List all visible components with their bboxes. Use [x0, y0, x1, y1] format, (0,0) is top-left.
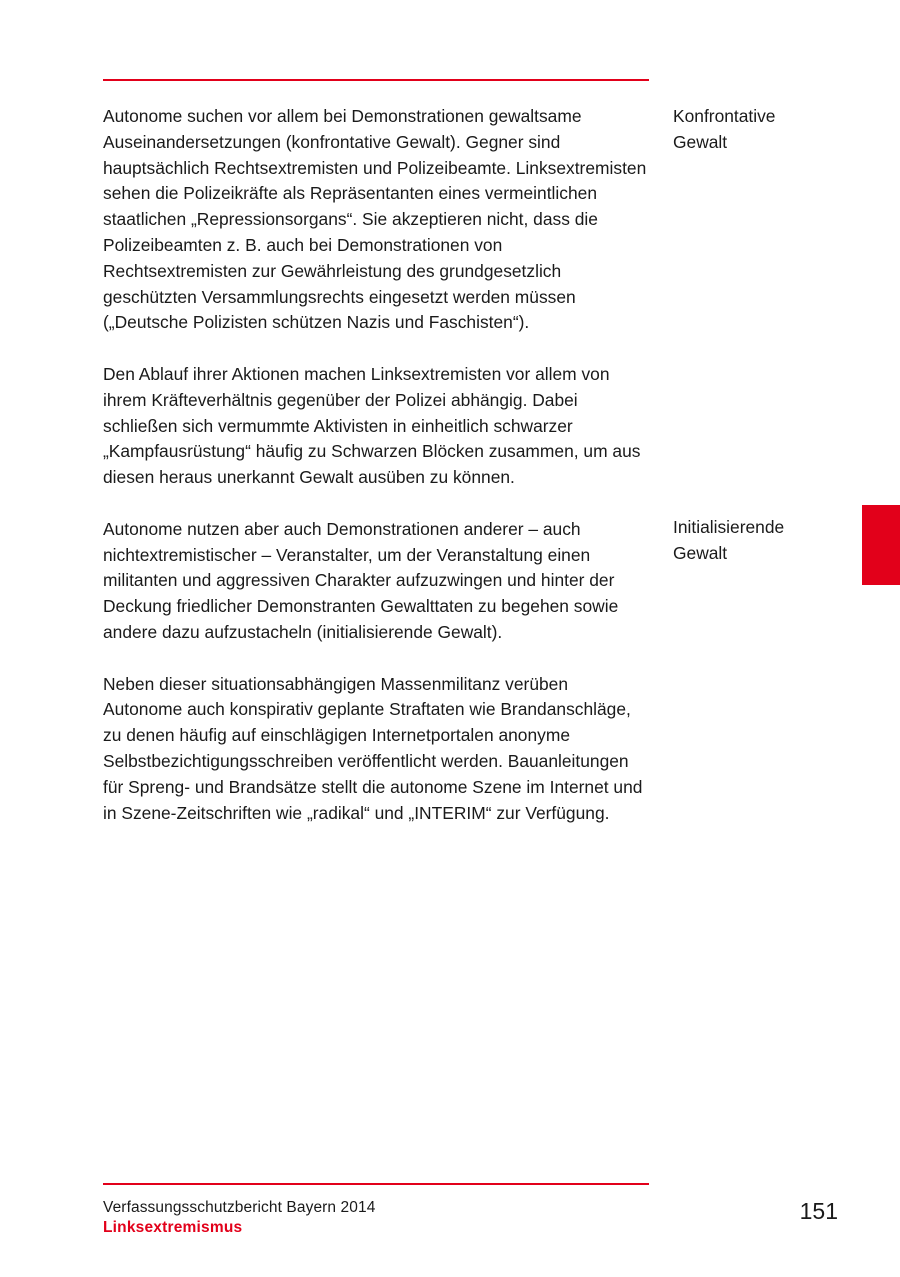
top-divider-rule	[103, 79, 649, 81]
margin-note-line: Konfrontative	[673, 106, 776, 126]
page-number: 151	[799, 1198, 838, 1224]
bottom-divider-rule	[103, 1183, 649, 1185]
paragraph-initialisierende-gewalt: Autonome nutzen aber auch Demonstrationen anderer – auch nichtextremistischer – Veranstalter, um der Veranstaltung einen militanten und aggressiven Charakter aufzuzwingen und hinter der Deckung friedlicher Demonstranten Gewalttaten zu begehen sowie andere dazu aufzustacheln (initialisierende Gewalt).	[103, 518, 619, 642]
paragraph-massenmilitanz: Neben dieser situationsabhängigen Massenmilitanz verüben Autonome auch konspirativ geplante Straftaten wie Brandanschläge, zu denen häufig auf einschlägigen Internetportalen anonyme Selbstbezichtigungsschreiben veröffentlicht werden. Bauanleitungen für Spreng- und Brandsätze stellt die autonome Szene im Internet und in Szene-Zeitschriften wie „radikal“ und „INTERIM“ zur Verfügung.	[103, 673, 643, 823]
footer-section-name: Linksextremismus	[103, 1219, 243, 1236]
paragraph-aktionen-ablauf: Den Ablauf ihrer Aktionen machen Linksextremisten vor allem von ihrem Kräfteverhältnis gegenüber der Polizei abhängig. Dabei schließen sich vermummte Aktivisten in einheitlich schwarzer „Kampfausrüstung“ häufig zu Schwarzen Blöcken zusammen, um aus diesen heraus unerkannt Gewalt ausüben zu können.	[103, 363, 641, 488]
paragraph-konfrontative-gewalt: Autonome suchen vor allem bei Demonstrationen gewaltsame Auseinandersetzungen (konfrontative Gewalt). Gegner sind hauptsächlich Rechtsextremisten und Polizeibeamte. Linksextremisten sehen die Polizeikräfte als Repräsentanten eines vermeintlichen staatlichen „Repressionsorgans“. Sie akzeptieren nicht, dass die Polizeibeamten z. B. auch bei Demonstrationen von Rechtsextremisten zur Gewährleistung des grundgesetzlich geschützten Versammlungsrechts eingesetzt werden müssen („Deutsche Polizisten schützen Nazis und Faschisten“).	[103, 106, 647, 333]
chapter-thumb-tab	[862, 505, 900, 585]
margin-note-konfrontative-gewalt	[673, 104, 853, 156]
margin-note-line: Initialisierende	[673, 517, 785, 537]
margin-note-initialisierende-gewalt	[673, 515, 853, 567]
body-text-column	[103, 104, 649, 826]
margin-note-line: Gewalt	[673, 542, 728, 563]
footer-publication-title: Verfassungsschutzbericht Bayern 2014	[103, 1199, 376, 1216]
margin-note-line: Gewalt	[673, 131, 728, 152]
